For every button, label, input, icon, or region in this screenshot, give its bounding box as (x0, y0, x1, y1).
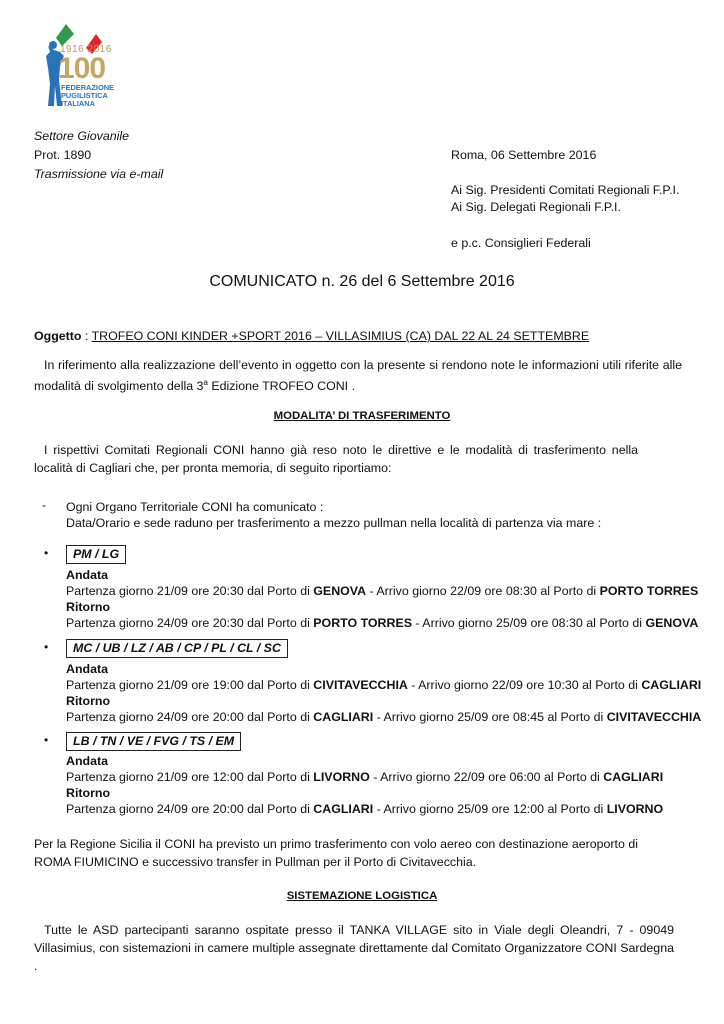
leg-text: - Arrivo giorno 25/09 ore 08:45 al Porto di (373, 710, 607, 724)
region-codes-box: LB / TN / VE / FVG / TS / EM (66, 732, 241, 751)
intro-superscript: a (203, 378, 208, 387)
andata-line (66, 582, 698, 600)
port-name: GENOVA (313, 584, 367, 598)
dash-line: Data/Orario e sede raduno per trasferimento a mezzo pullman nella località di partenza via mare : (66, 516, 602, 530)
logo-org-line: ITALIANA (61, 99, 95, 108)
port-name: LIVORNO (313, 770, 370, 784)
port-name: CIVITAVECCHIA (313, 678, 408, 692)
logistics-paragraph: Tutte le ASD partecipanti saranno ospitate presso il TANKA VILLAGE sito in Viale degli Oleandri, 7 - 09049 Villasimius, con sistemazioni in camere multiple assegnate direttamente dal Comitato Organizzatore CONI Sardegna . (34, 923, 674, 973)
bullet-icon: • (44, 733, 49, 747)
andata-label: Andata (66, 568, 108, 582)
port-name: GENOVA (645, 616, 699, 630)
logo-number: 100 (58, 52, 106, 85)
port-name: CIVITAVECCHIA (606, 710, 702, 724)
sicilia-paragraph: Per la Regione Sicilia il CONI ha previsto un primo trasferimento con volo aereo con destinazione aeroporto di ROMA FIUMICINO e successivo transfer in Pullman per il Porto di Civitavecchia. (34, 837, 638, 869)
ritorno-line (66, 800, 663, 818)
andata-line (66, 676, 701, 694)
ritorno-line (66, 708, 701, 726)
leg-text: Partenza giorno 24/09 ore 20:00 dal Porto di (66, 710, 314, 724)
leg-text: - Arrivo giorno 22/09 ore 06:00 al Porto di (369, 770, 604, 784)
section-title-logistics: SISTEMAZIONE LOGISTICA (286, 890, 438, 902)
leg-text: Partenza giorno 21/09 ore 20:30 dal Porto di (66, 584, 314, 598)
section-title-transfer: MODALITA’ DI TRASFERIMENTO (273, 410, 451, 422)
port-name: CAGLIARI (313, 802, 374, 816)
andata-label: Andata (66, 754, 108, 768)
port-name: CAGLIARI (641, 678, 702, 692)
recipient-line: Ai Sig. Delegati Regionali F.P.I. (451, 200, 621, 214)
leg-text: Partenza giorno 21/09 ore 12:00 dal Porto di (66, 770, 314, 784)
subject-line (34, 329, 589, 343)
subject-separator: : (81, 329, 92, 343)
intro-text-end: Edizione TROFEO CONI . (207, 379, 356, 394)
dash-marker: - (42, 498, 47, 512)
cc-line: e p.c. Consiglieri Federali (451, 236, 591, 250)
ritorno-label: Ritorno (66, 694, 111, 708)
andata-label: Andata (66, 662, 108, 676)
logo-years: 1916 2016 (60, 44, 112, 55)
logo-org-line: PUGILISTICA (61, 91, 108, 100)
port-name: PORTO TORRES (313, 616, 412, 630)
logo-org-line: FEDERAZIONE (61, 83, 114, 92)
subject-text: TROFEO CONI KINDER +SPORT 2016 – VILLASIMIUS (CA) DAL 22 AL 24 SETTEMBRE (91, 329, 590, 343)
leg-text: - Arrivo giorno 22/09 ore 10:30 al Porto di (407, 678, 642, 692)
bullet-icon: • (44, 640, 49, 654)
ritorno-label: Ritorno (66, 600, 111, 614)
dash-line: Ogni Organo Territoriale CONI ha comunicato : (66, 500, 324, 514)
leg-text: - Arrivo giorno 25/09 ore 08:30 al Porto di (411, 616, 646, 630)
leg-text: Partenza giorno 24/09 ore 20:00 dal Porto di (66, 802, 314, 816)
leg-text: Partenza giorno 21/09 ore 19:00 dal Porto di (66, 678, 314, 692)
logo-org (61, 84, 114, 108)
leg-text: - Arrivo giorno 25/09 ore 12:00 al Porto di (373, 802, 607, 816)
ritorno-label: Ritorno (66, 786, 111, 800)
port-name: CAGLIARI (603, 770, 664, 784)
transmission-mode: Trasmissione via e-mail (34, 167, 164, 181)
region-codes-box: PM / LG (66, 545, 126, 564)
intro-text: In riferimento alla realizzazione dell’evento in oggetto con la presente si rendono note le informazioni utili riferite alle modalità di svolgimento della 3 (34, 358, 682, 394)
protocol-number: Prot. 1890 (34, 148, 92, 162)
document-date: Roma, 06 Settembre 2016 (451, 148, 597, 162)
intro-paragraph (34, 356, 682, 395)
ritorno-line (66, 614, 698, 632)
settore-label: Settore Giovanile (34, 129, 130, 143)
fpi-logo (40, 22, 132, 114)
transfer-paragraph: I rispettivi Comitati Regionali CONI hanno già reso noto le direttive e le modalità di trasferimento nella località di Cagliari che, per pronta memoria, di seguito riportiamo: (34, 443, 638, 475)
bullet-icon: • (44, 546, 49, 560)
port-name: PORTO TORRES (599, 584, 699, 598)
recipient-line: Ai Sig. Presidenti Comitati Regionali F.P.I. (451, 183, 680, 197)
port-name: LIVORNO (606, 802, 664, 816)
andata-line (66, 768, 663, 786)
subject-label: Oggetto (34, 329, 82, 343)
leg-text: - Arrivo giorno 22/09 ore 08:30 al Porto di (366, 584, 600, 598)
region-codes-box: MC / UB / LZ / AB / CP / PL / CL / SC (66, 639, 288, 658)
document-title: COMUNICATO n. 26 del 6 Settembre 2016 (209, 273, 515, 290)
port-name: CAGLIARI (313, 710, 374, 724)
leg-text: Partenza giorno 24/09 ore 20:30 dal Porto di (66, 616, 314, 630)
